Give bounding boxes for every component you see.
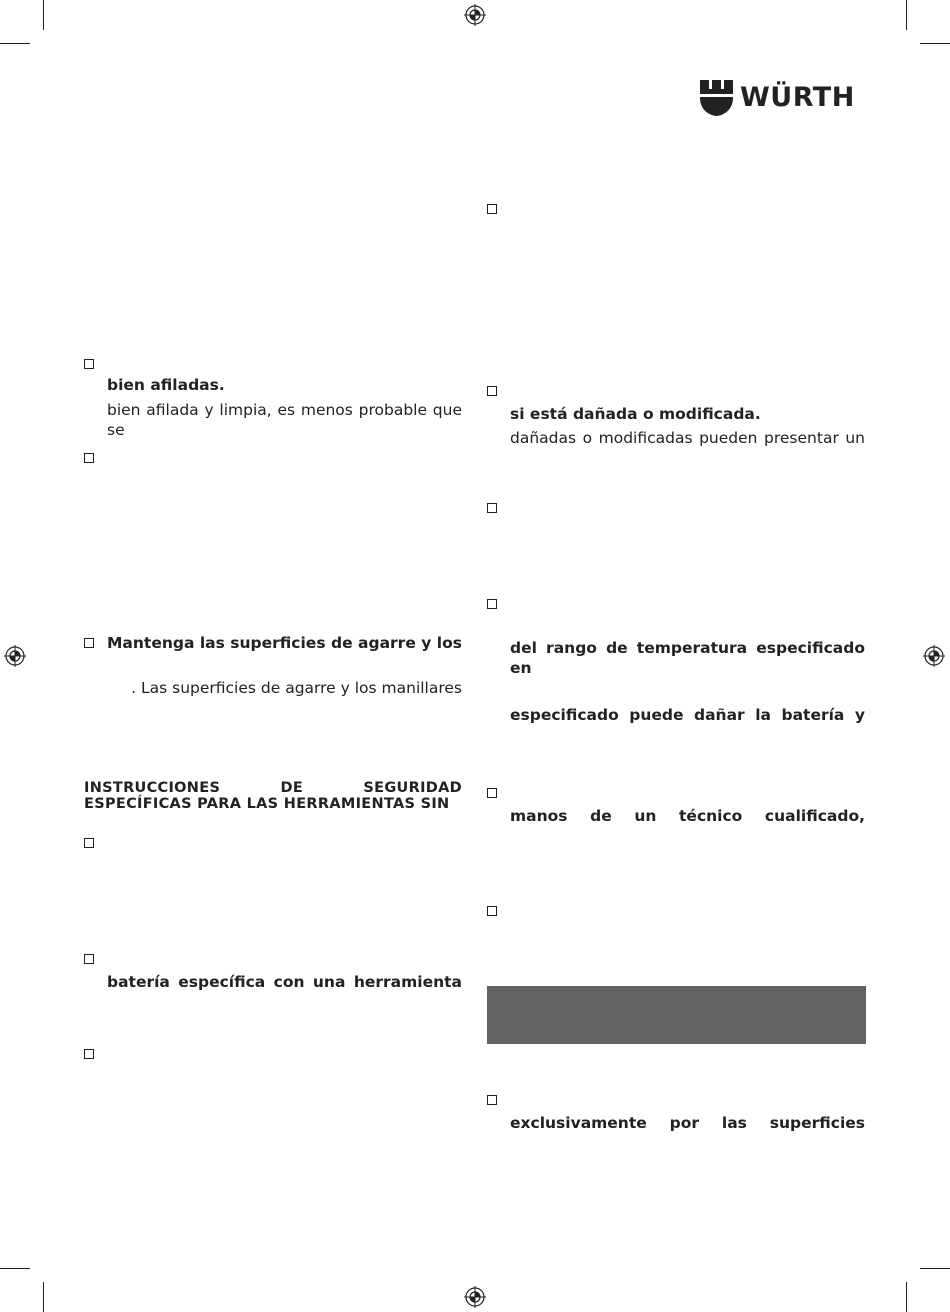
crop-mark [906,0,907,30]
registration-mark-icon [4,645,26,667]
crop-mark [906,1282,907,1312]
heading-word: DE [280,780,304,796]
item-bold-text: exclusivamente por las superficies [510,1114,865,1132]
wurth-logo-icon [700,80,733,116]
crop-mark [43,1282,44,1312]
checkbox [84,1049,94,1059]
checkbox [487,788,497,798]
checkbox [487,204,497,214]
heading-word: SEGURIDAD [363,780,462,796]
item-bold-text: especificado puede dañar la batería y [510,706,865,724]
section-heading-line2: ESPECÍFICAS PARA LAS HERRAMIENTAS SIN [84,796,450,812]
checkbox [84,838,94,848]
item-bold-text: manos de un técnico cualificado, [510,807,865,825]
item-bold-text: bien afiladas. [107,376,225,394]
crop-mark [0,1268,30,1269]
crop-mark [920,43,950,44]
item-bold-text: Mantenga las superficies de agarre y los [107,634,462,652]
crop-mark [920,1268,950,1269]
item-bold-text: si está dañada o modificada. [510,405,761,423]
gray-banner [487,986,866,1044]
registration-mark-icon [464,1286,486,1308]
checkbox [84,359,94,369]
registration-mark-icon [923,645,945,667]
logo-wordmark: WÜRTH [740,82,855,113]
checkbox [84,453,94,463]
checkbox [487,386,497,396]
registration-mark-icon [464,4,486,26]
heading-word: INSTRUCCIONES [84,780,221,796]
wurth-logo [700,80,855,116]
section-heading [84,781,462,795]
checkbox [487,1095,497,1105]
checkbox [487,906,497,916]
checkbox [84,954,94,964]
item-bold-text: del rango de temperatura especificado en [510,639,865,677]
item-text: bien afilada y limpia, es menos probable que se [107,401,462,439]
checkbox [84,638,94,648]
item-text: . Las superficies de agarre y los manillares [131,679,462,697]
checkbox [487,503,497,513]
item-bold-text: batería específica con una herramienta [107,973,462,991]
item-text: dañadas o modificadas pueden presentar un [510,429,865,447]
crop-mark [43,0,44,30]
checkbox [487,599,497,609]
crop-mark [0,43,30,44]
